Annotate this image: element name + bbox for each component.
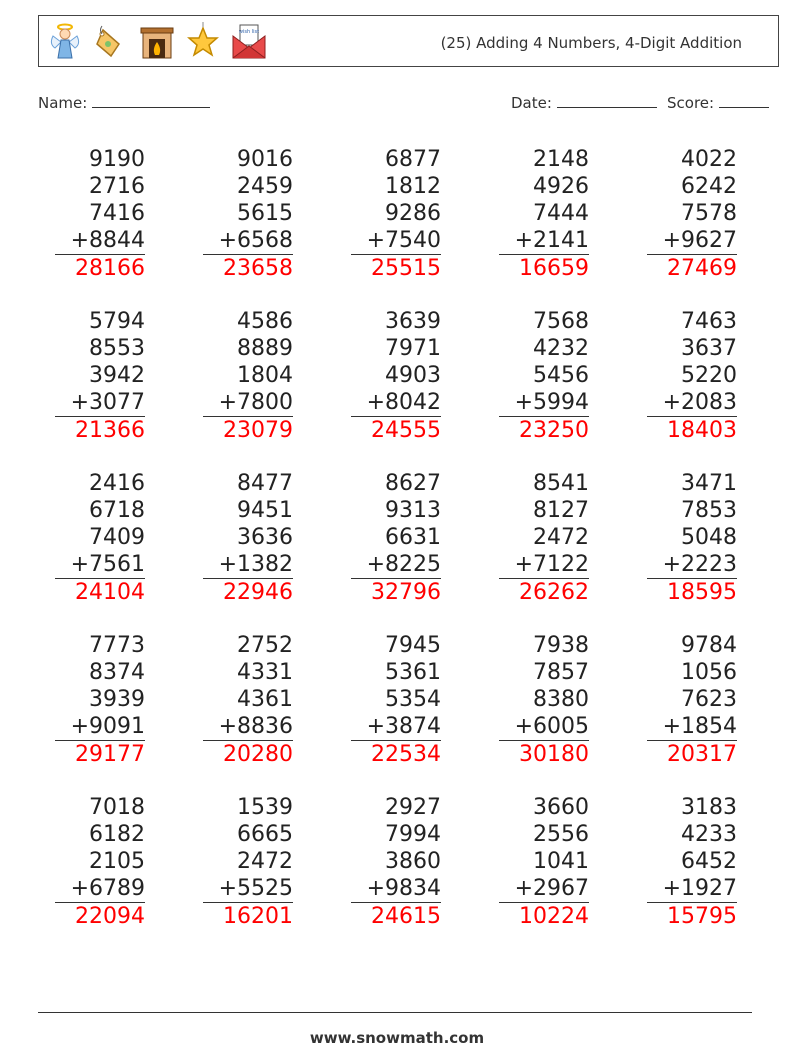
answer: 21366	[75, 418, 145, 443]
addend: 7018	[89, 795, 145, 820]
addend: 2472	[533, 525, 589, 550]
addition-problem	[647, 146, 737, 282]
addend: 6718	[89, 498, 145, 523]
last-addend: +7800	[203, 389, 293, 417]
answer: 28166	[75, 256, 145, 281]
addend: 2752	[237, 633, 293, 658]
addition-problem	[647, 470, 737, 606]
answer: 22946	[223, 580, 293, 605]
addition-problem	[499, 470, 589, 606]
addend: 4903	[385, 363, 441, 388]
addend: 7444	[533, 201, 589, 226]
addend: 3860	[385, 849, 441, 874]
addend: 9784	[681, 633, 737, 658]
addend: 3939	[89, 687, 145, 712]
answer: 24555	[371, 418, 441, 443]
answer: 32796	[371, 580, 441, 605]
last-addend: +3874	[351, 713, 441, 741]
answer: 15795	[667, 904, 737, 929]
addend: 4232	[533, 336, 589, 361]
last-addend: +5525	[203, 875, 293, 903]
addition-problem	[351, 632, 441, 768]
addition-problem	[55, 470, 145, 606]
name-label: Name:	[38, 94, 88, 112]
footer-divider	[38, 1012, 752, 1013]
addend: 9286	[385, 201, 441, 226]
addend: 3183	[681, 795, 737, 820]
answer: 24615	[371, 904, 441, 929]
answer: 20317	[667, 742, 737, 767]
addend: 7463	[681, 309, 737, 334]
last-addend: +6568	[203, 227, 293, 255]
last-addend: +2967	[499, 875, 589, 903]
addend: 5220	[681, 363, 737, 388]
addition-problem	[499, 794, 589, 930]
addition-problem	[203, 794, 293, 930]
addend: 7994	[385, 822, 441, 847]
addend: 6631	[385, 525, 441, 550]
header-icons	[47, 22, 267, 60]
addition-problem	[351, 308, 441, 444]
last-addend: +7561	[55, 551, 145, 579]
addition-problem	[55, 794, 145, 930]
addend: 2459	[237, 174, 293, 199]
score-label: Score:	[667, 94, 715, 112]
addend: 3942	[89, 363, 145, 388]
answer: 16201	[223, 904, 293, 929]
last-addend: +7540	[351, 227, 441, 255]
addend: 6665	[237, 822, 293, 847]
addend: 4926	[533, 174, 589, 199]
addition-problem	[55, 146, 145, 282]
addend: 1056	[681, 660, 737, 685]
date-line	[511, 93, 657, 112]
date-blank[interactable]	[557, 93, 657, 108]
addend: 4022	[681, 147, 737, 172]
name-line	[38, 93, 210, 112]
gift-tag-icon	[93, 22, 129, 60]
addend: 6877	[385, 147, 441, 172]
addend: 9016	[237, 147, 293, 172]
answer: 10224	[519, 904, 589, 929]
addend: 7938	[533, 633, 589, 658]
answer: 23250	[519, 418, 589, 443]
addend: 7857	[533, 660, 589, 685]
addend: 7945	[385, 633, 441, 658]
addend: 1812	[385, 174, 441, 199]
addition-problem	[351, 470, 441, 606]
last-addend: +2223	[647, 551, 737, 579]
addition-problem	[351, 146, 441, 282]
last-addend: +9834	[351, 875, 441, 903]
last-addend: +8225	[351, 551, 441, 579]
addend: 7623	[681, 687, 737, 712]
addition-problem	[647, 794, 737, 930]
addend: 9451	[237, 498, 293, 523]
footer-site: www.snowmath.com	[309, 1029, 485, 1047]
addend: 2148	[533, 147, 589, 172]
addend: 2927	[385, 795, 441, 820]
wish-list-envelope-icon	[231, 22, 267, 60]
score-blank[interactable]	[719, 93, 769, 108]
addend: 5456	[533, 363, 589, 388]
addend: 9190	[89, 147, 145, 172]
addend: 4361	[237, 687, 293, 712]
addend: 2472	[237, 849, 293, 874]
last-addend: +1927	[647, 875, 737, 903]
addend: 8127	[533, 498, 589, 523]
addition-problem	[499, 308, 589, 444]
addition-problem	[499, 146, 589, 282]
addition-problem	[351, 794, 441, 930]
addend: 5794	[89, 309, 145, 334]
answer: 22094	[75, 904, 145, 929]
last-addend: +9091	[55, 713, 145, 741]
addend: 6452	[681, 849, 737, 874]
addend: 5361	[385, 660, 441, 685]
worksheet-title: (25) Adding 4 Numbers, 4-Digit Addition	[440, 34, 742, 52]
answer: 18403	[667, 418, 737, 443]
addend: 8889	[237, 336, 293, 361]
addend: 2716	[89, 174, 145, 199]
last-addend: +1854	[647, 713, 737, 741]
addend: 7773	[89, 633, 145, 658]
addition-problem	[203, 470, 293, 606]
addend: 2556	[533, 822, 589, 847]
last-addend: +9627	[647, 227, 737, 255]
last-addend: +2141	[499, 227, 589, 255]
last-addend: +8844	[55, 227, 145, 255]
answer: 23079	[223, 418, 293, 443]
answer: 24104	[75, 580, 145, 605]
answer: 30180	[519, 742, 589, 767]
addend: 4586	[237, 309, 293, 334]
addend: 7416	[89, 201, 145, 226]
answer: 18595	[667, 580, 737, 605]
last-addend: +7122	[499, 551, 589, 579]
addition-problem	[55, 632, 145, 768]
addend: 1539	[237, 795, 293, 820]
last-addend: +5994	[499, 389, 589, 417]
answer: 25515	[371, 256, 441, 281]
addend: 7409	[89, 525, 145, 550]
addend: 5354	[385, 687, 441, 712]
last-addend: +6005	[499, 713, 589, 741]
addend: 8477	[237, 471, 293, 496]
addition-problem	[647, 632, 737, 768]
addend: 3639	[385, 309, 441, 334]
addition-problem	[203, 308, 293, 444]
answer: 26262	[519, 580, 589, 605]
date-label: Date:	[511, 94, 552, 112]
addend: 8541	[533, 471, 589, 496]
answer: 29177	[75, 742, 145, 767]
addend: 1804	[237, 363, 293, 388]
angel-icon	[47, 22, 83, 60]
last-addend: +8836	[203, 713, 293, 741]
name-blank[interactable]	[92, 93, 210, 108]
answer: 23658	[223, 256, 293, 281]
worksheet-header	[38, 15, 779, 67]
answer: 16659	[519, 256, 589, 281]
addend: 5615	[237, 201, 293, 226]
envelope-text: wish list	[238, 29, 260, 35]
addend: 4331	[237, 660, 293, 685]
addend: 7568	[533, 309, 589, 334]
addend: 5048	[681, 525, 737, 550]
last-addend: +8042	[351, 389, 441, 417]
last-addend: +6789	[55, 875, 145, 903]
addend: 3636	[237, 525, 293, 550]
addend: 2416	[89, 471, 145, 496]
fireplace-icon	[139, 22, 175, 60]
addition-problem	[647, 308, 737, 444]
addend: 9313	[385, 498, 441, 523]
addend: 8553	[89, 336, 145, 361]
addend: 1041	[533, 849, 589, 874]
last-addend: +1382	[203, 551, 293, 579]
addend: 8627	[385, 471, 441, 496]
answer: 22534	[371, 742, 441, 767]
addend: 3471	[681, 471, 737, 496]
addition-problem	[499, 632, 589, 768]
answer: 27469	[667, 256, 737, 281]
addition-problem	[55, 308, 145, 444]
addend: 3660	[533, 795, 589, 820]
addend: 8380	[533, 687, 589, 712]
addition-problem	[203, 146, 293, 282]
last-addend: +3077	[55, 389, 145, 417]
addition-problem	[203, 632, 293, 768]
addend: 7578	[681, 201, 737, 226]
addend: 6182	[89, 822, 145, 847]
addend: 8374	[89, 660, 145, 685]
addend: 2105	[89, 849, 145, 874]
answer: 20280	[223, 742, 293, 767]
addend: 7853	[681, 498, 737, 523]
addend: 3637	[681, 336, 737, 361]
star-icon	[185, 22, 221, 60]
score-line	[667, 93, 769, 112]
addend: 4233	[681, 822, 737, 847]
addend: 7971	[385, 336, 441, 361]
last-addend: +2083	[647, 389, 737, 417]
addend: 6242	[681, 174, 737, 199]
